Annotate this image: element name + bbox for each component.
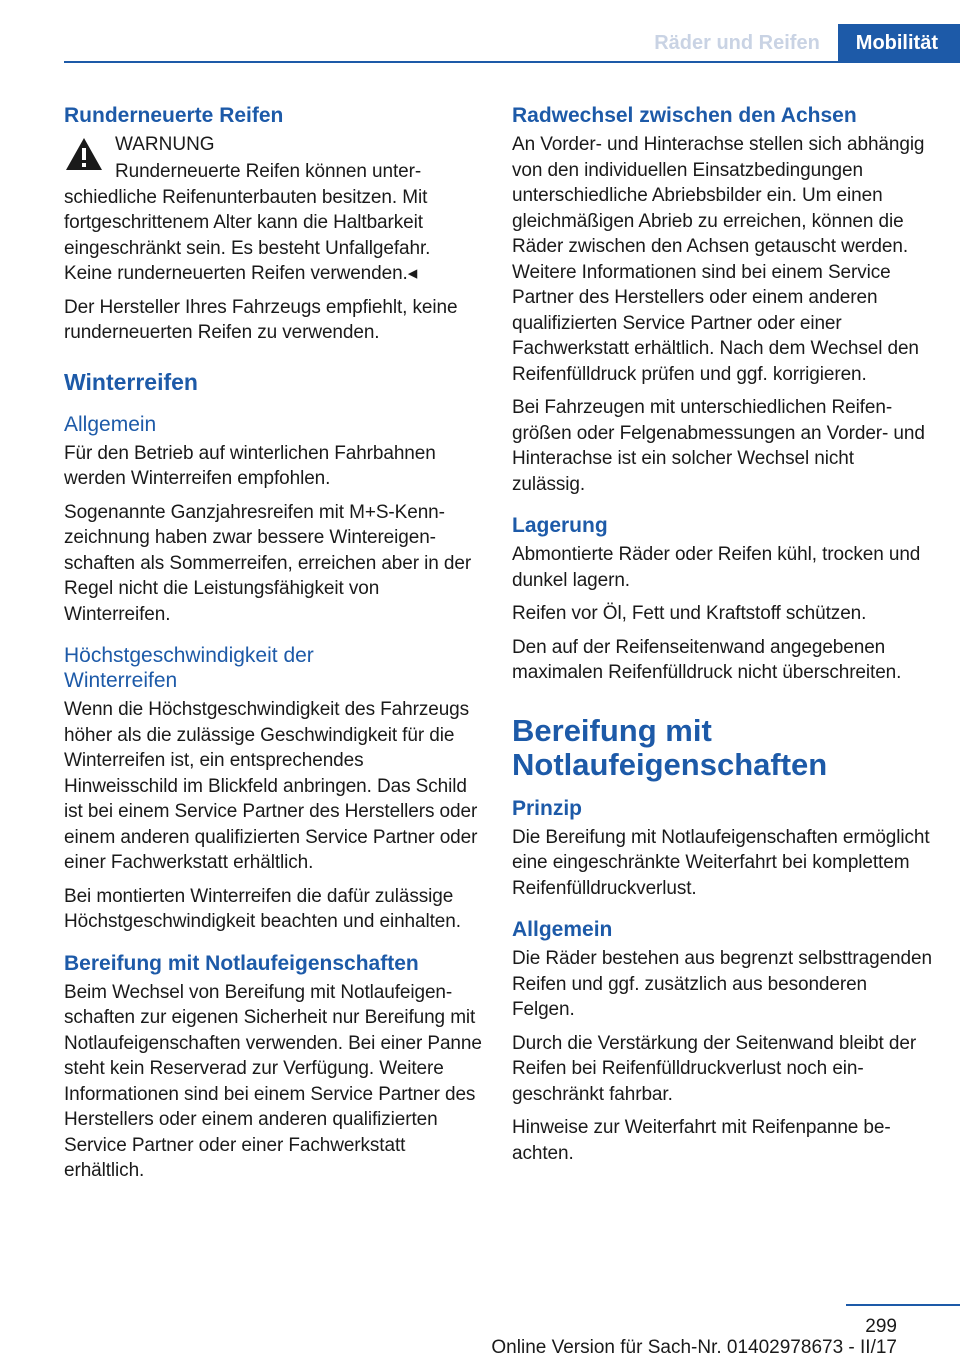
header-rule <box>64 61 960 63</box>
axle-swap-paragraph-2: Bei Fahrzeugen mit unterschiedlichen Reifengrößen oder Felgenabmessungen an Vorder- und Hinterachse ist ein solcher Wechsel nicht zulässig. <box>512 397 925 495</box>
footer-notice: Online Version für Sach-Nr. 01402978673 - II/17 <box>491 1337 897 1358</box>
axle-swap-paragraph-1: An Vorder- und Hinterachse stellen sich abhängig von den individuellen Einsatzbedingungen unterschiedliche Abriebsbilder ein. Um einen gleichmäßigen Abrieb zu erreichen, können die Räder zwischen den Achsen getauscht werden. Weitere Informationen sind bei einem Service Partner des Herstellers oder einem anderen qualifizierten Service Partner oder einer Fachwerkstatt erhältlich. Nach dem Wechsel den Reifenfülldruck prüfen und ggf. korrigieren. <box>512 134 925 385</box>
left-column <box>64 103 482 1192</box>
general-paragraph-2: Sogenannte Ganzjahresreifen mit M+S-Kennzeichnung haben zwar bessere Wintereigenschaften als Sommerreifen, erreichen aber in der Regel nicht die Leistungsfähigkeit von Winterreifen. <box>64 501 472 625</box>
retread-tires-heading: Runderneuerte Reifen <box>64 104 284 127</box>
header-tabs <box>636 24 960 62</box>
general-heading: Allgemein <box>64 412 157 436</box>
storage-heading: Lagerung <box>512 514 608 537</box>
right-column <box>512 103 932 1174</box>
warning-box <box>64 132 482 287</box>
runflat-heading: Bereifung mit Notlaufeigenschaften <box>64 951 419 975</box>
runflat-paragraph: Beim Wechsel von Bereifung mit Notlaufeigenschaften zur eigenen Sicherheit nur Bereifung mit Notlaufeigenschaften verwenden. Bei einer Panne steht kein Reserverad zur Verfügung. Weitere Informationen sind bei einem Service Partner des Herstellers oder einem anderen qualifizierten Service Partner oder einer Fachwerkstatt erhältlich. <box>64 981 482 1181</box>
runflat-main-heading: Bereifung mit Notlaufeigenschaften <box>512 712 828 782</box>
storage-paragraph-3: Den auf der Reifenseitenwand angegebenen maximalen Reifenfülldruck nicht überschreiten. <box>512 636 902 683</box>
page-number: 299 <box>865 1316 897 1337</box>
section-tab: Räder und Reifen <box>636 24 838 62</box>
warning-label: WARNUNG <box>115 134 215 155</box>
max-speed-paragraph-1: Wenn die Höchstgeschwindigkeit des Fahrzeugs höher als die zulässige Geschwindigkeit für die Winterreifen ist, ein entsprechendes Hinweisschild im Blickfeld anbringen. Das Schild ist bei einem Service Partner des Herstellers oder einem anderen qualifizierten Service Partner oder einer Fachwerkstatt erhältlich. <box>64 699 478 873</box>
winter-tires-heading: Winterreifen <box>64 368 198 395</box>
general-paragraph-1: Für den Betrieb auf winterlichen Fahrbahnen werden Winterreifen empfohlen. <box>64 442 436 489</box>
axle-swap-heading: Radwechsel zwischen den Achsen <box>512 104 857 127</box>
storage-paragraph-2: Reifen vor Öl, Fett und Kraftstoff schützen. <box>512 603 867 624</box>
max-speed-paragraph-2: Bei montierten Winterreifen die dafür zulässige Höchstgeschwindigkeit beachten und einhalten. <box>64 885 461 932</box>
warning-text: Runderneuerte Reifen können unterschiedliche Reifenunterbauten besitzen. Mit fortgeschrittenem Alter kann die Haltbarkeit eingeschränkt sein. Es besteht Unfallgefahr. Keine runderneuerten Reifen verwenden.◂ <box>64 161 431 284</box>
general-heading-right: Allgemein <box>512 918 613 941</box>
general-right-paragraph-1: Die Räder bestehen aus begrenzt selbsttragenden Reifen und ggf. zusätzlich aus besonderen Felgen. <box>512 948 932 1020</box>
warning-triangle-icon <box>64 136 104 172</box>
general-right-paragraph-2: Durch die Verstärkung der Seitenwand bleibt der Reifen bei Reifenfülldruckverlust noch eingeschränkt fahrbar. <box>512 1032 917 1105</box>
principle-heading: Prinzip <box>512 796 583 820</box>
chapter-tab: Mobilität <box>838 24 960 62</box>
principle-paragraph: Die Bereifung mit Notlaufeigenschaften ermöglicht eine eingeschränkte Weiterfahrt bei komplettem Reifenfülldruckverlust. <box>512 826 930 899</box>
footer-rule <box>846 1304 960 1306</box>
general-right-paragraph-3: Hinweise zur Weiterfahrt mit Reifenpanne beachten. <box>512 1117 891 1164</box>
retread-paragraph: Der Hersteller Ihres Fahrzeugs empfiehlt, keine runderneuerten Reifen zu verwenden. <box>64 296 458 343</box>
storage-paragraph-1: Abmontierte Räder oder Reifen kühl, trocken und dunkel lagern. <box>512 544 921 591</box>
max-speed-heading: Höchstgeschwindigkeit der Winterreifen <box>64 644 314 692</box>
